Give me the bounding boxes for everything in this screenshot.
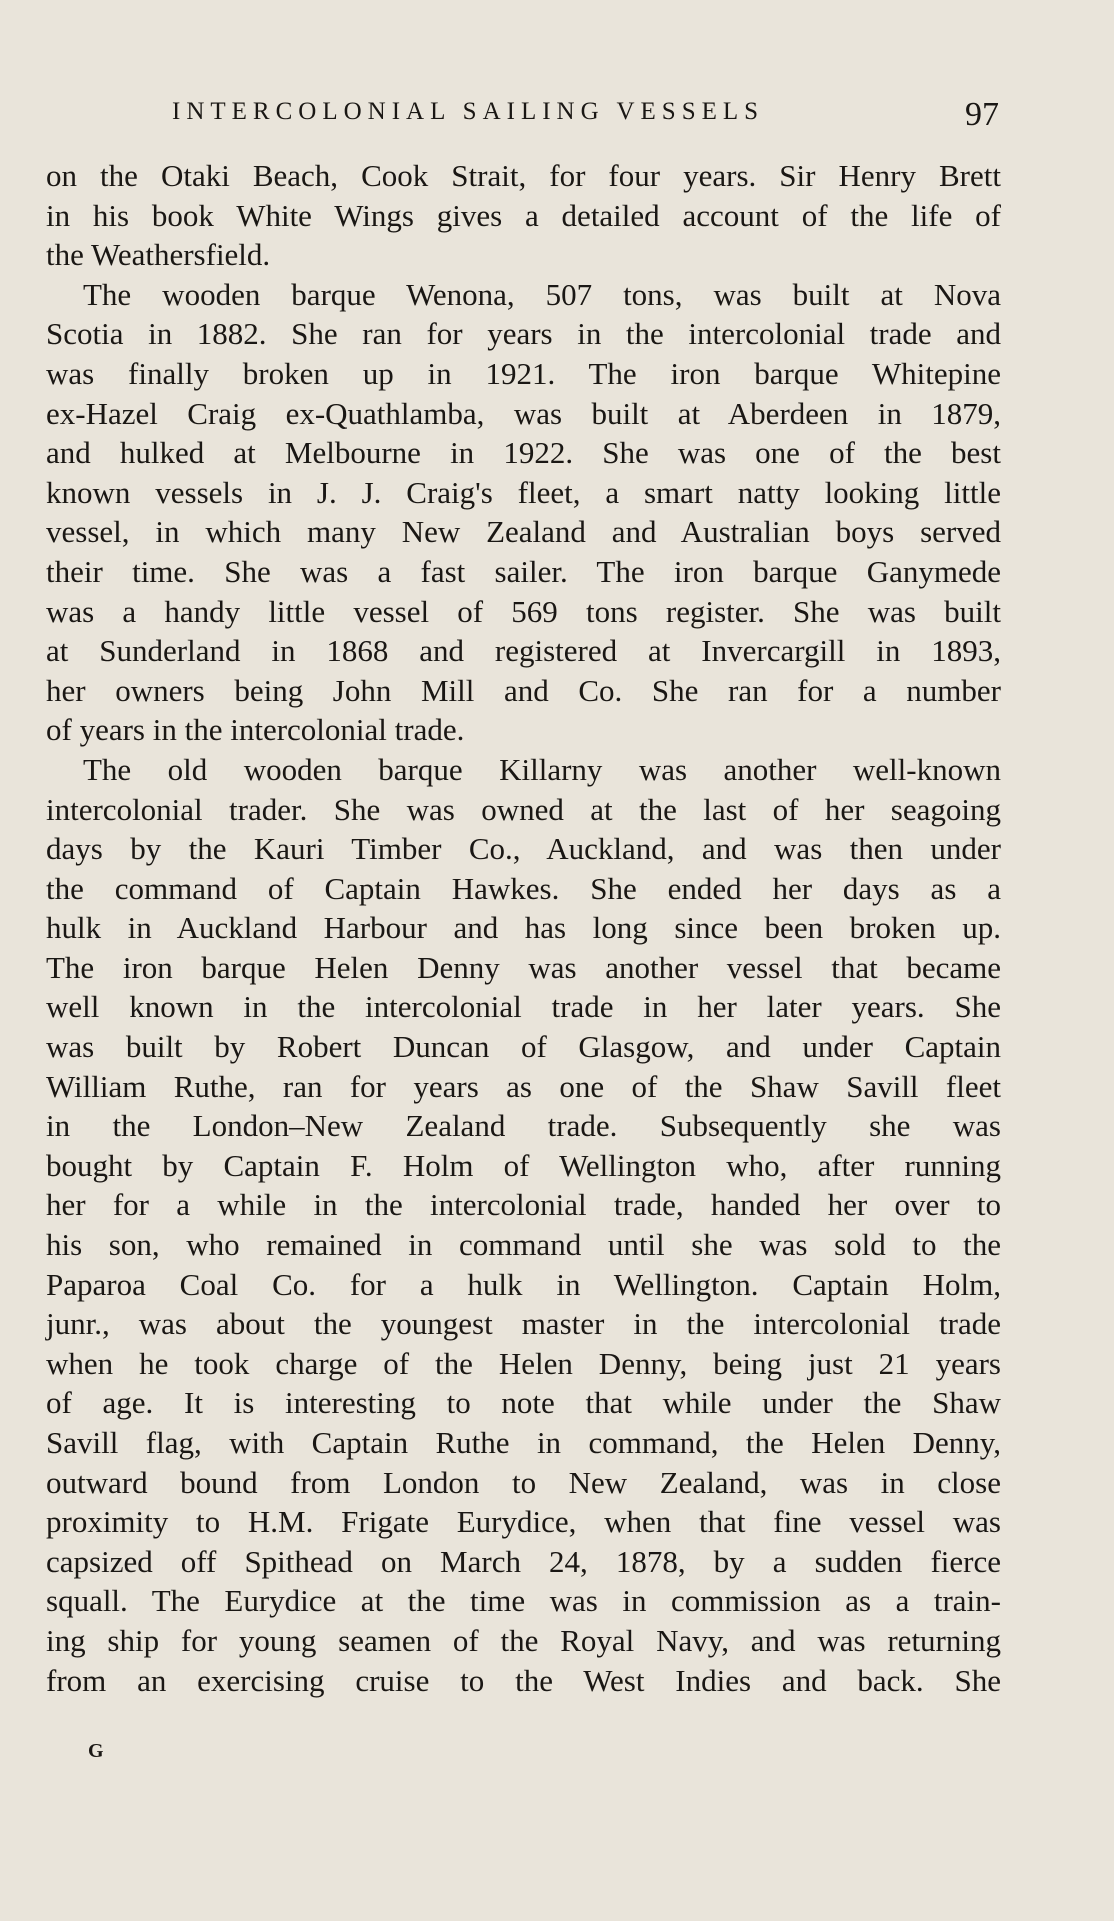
text-line: Scotia in 1882. She ran for years in the intercolonial trade and [46, 316, 1001, 352]
text-line: Paparoa Coal Co. for a hulk in Wellington. Captain Holm, [46, 1266, 1001, 1302]
text-line: the command of Captain Hawkes. She ended her days as a [46, 870, 1001, 906]
text-line: his son, who remained in command until she was sold to the [46, 1227, 1001, 1263]
text-line: her for a while in the intercolonial trade, handed her over to [46, 1187, 1001, 1223]
text-line: in his book White Wings gives a detailed account of the life of [46, 197, 1001, 233]
text-line: on the Otaki Beach, Cook Strait, for four years. Sir Henry Brett [46, 158, 1001, 193]
text-line: their time. She was a fast sailer. The iron barque Ganymede [46, 553, 1001, 589]
text-line: in the London–New Zealand trade. Subsequently she was [46, 1108, 1001, 1144]
running-title: INTERCOLONIAL SAILING VESSELS [172, 98, 765, 125]
text-line: outward bound from London to New Zealand, was in close [46, 1464, 1001, 1500]
text-line: proximity to H.M. Frigate Eurydice, when that fine vessel was [46, 1504, 1001, 1540]
text-line: of years in the intercolonial trade. [46, 712, 465, 748]
page-number: 97 [965, 96, 999, 133]
text-line: vessel, in which many New Zealand and Australian boys served [46, 514, 1001, 550]
text-line: her owners being John Mill and Co. She ran for a number [46, 672, 1001, 708]
text-line: capsized off Spithead on March 24, 1878, by a sudden fierce [46, 1543, 1001, 1579]
text-line: The old wooden barque Killarny was another well-known [83, 751, 1001, 787]
text-line: junr., was about the youngest master in the intercolonial trade [46, 1306, 1001, 1342]
body-text [46, 156, 1001, 1700]
text-line: the Weathersfield. [46, 237, 271, 273]
text-line: well known in the intercolonial trade in her later years. She [46, 989, 1001, 1025]
text-line: from an exercising cruise to the West Indies and back. She [46, 1662, 1001, 1698]
text-line: when he took charge of the Helen Denny, being just 21 years [46, 1345, 1001, 1381]
text-line: hulk in Auckland Harbour and has long since been broken up. [46, 910, 1001, 946]
text-line: days by the Kauri Timber Co., Auckland, and was then under [46, 831, 1001, 867]
text-line: was a handy little vessel of 569 tons register. She was built [46, 593, 1001, 629]
text-line: The wooden barque Wenona, 507 tons, was built at Nova [83, 276, 1001, 312]
text-line: and hulked at Melbourne in 1922. She was one of the best [46, 435, 1001, 471]
text-line: William Ruthe, ran for years as one of the Shaw Savill fleet [46, 1068, 1001, 1104]
text-line: intercolonial trader. She was owned at the last of her seagoing [46, 791, 1001, 827]
text-line: bought by Captain F. Holm of Wellington who, after running [46, 1147, 1001, 1183]
text-line: of age. It is interesting to note that while under the Shaw [46, 1385, 1001, 1421]
signature-mark: G [88, 1740, 104, 1762]
text-line: known vessels in J. J. Craig's fleet, a smart natty looking little [46, 474, 1001, 510]
text-line: Savill flag, with Captain Ruthe in command, the Helen Denny, [46, 1425, 1001, 1460]
text-line: squall. The Eurydice at the time was in commission as a train- [46, 1583, 1001, 1619]
text-line: ing ship for young seamen of the Royal Navy, and was returning [46, 1622, 1001, 1658]
text-line: The iron barque Helen Denny was another vessel that became [46, 949, 1001, 985]
text-line: was built by Robert Duncan of Glasgow, and under Captain [46, 1029, 1001, 1065]
text-line: was finally broken up in 1921. The iron barque Whitepine [46, 355, 1001, 391]
text-line: at Sunderland in 1868 and registered at Invercargill in 1893, [46, 633, 1001, 669]
text-line: ex-Hazel Craig ex-Quathlamba, was built at Aberdeen in 1879, [46, 395, 1001, 431]
